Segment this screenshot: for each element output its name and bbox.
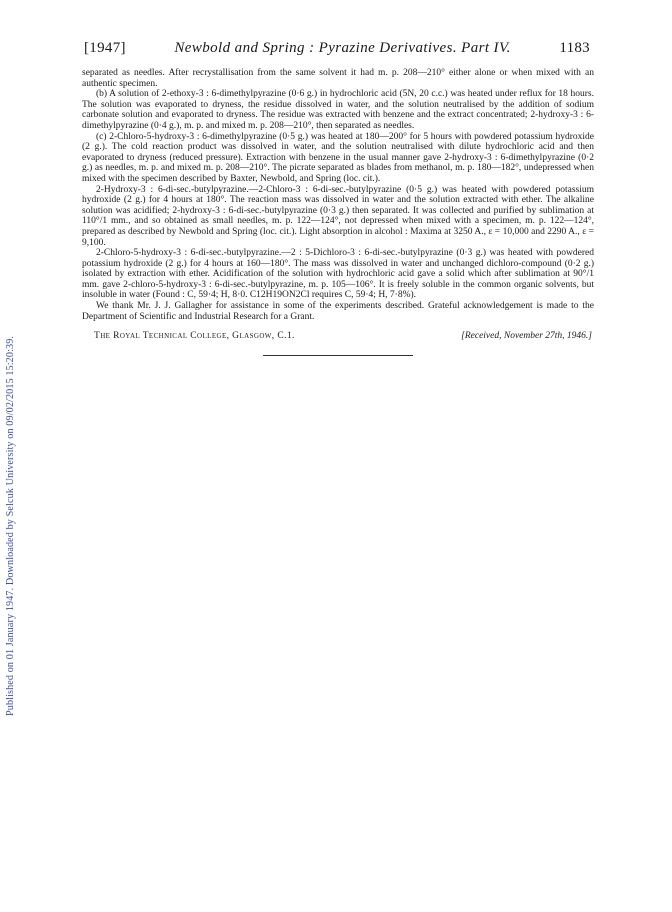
paragraph-method-b: (b) A solution of 2-ethoxy-3 : 6-dimethylpyrazine (0·6 g.) in hydrochloric acid (5N, 20 c.c.) was heated under reflux for 18 hours. The solution was evaporated to dryness, the residue dissolved in water, and the solution neutralised by the addition of sodium carbonate solution and evaporated to dryness. The residue was extracted with benzene and the extract concentrated; 2-hydroxy-3 : 6-dimethylpyrazine (0·4 g.), m. p. and mixed m. p. 208—210°, then separated as needles. — [82, 89, 594, 131]
paragraph-chloro-hydroxy-di-sec-butylpyrazine: 2-Chloro-5-hydroxy-3 : 6-di-sec.-butylpyrazine.—2 : 5-Dichloro-3 : 6-di-sec.-butylpyrazine (0·3 g.) was heated with powdered potassium hydroxide (2 g.) for 4 hours at 160—180°. The mass was dissolved in water and unchanged dichloro-compound (0·2 g.) isolated by extraction with ether. Acidification of the solution with hydrochloric acid gave a solid which after sublimation at 90°/1 mm. gave 2-chloro-5-hydroxy-3 : 6-di-sec.-butylpyrazine, m. p. 105—106°. It is freely soluble in the common organic solvents, but insoluble in water (Found : C, 59·4; H, 8·0. C12H19ON2Cl requires C, 59·4; H, 7·8%). — [82, 248, 594, 301]
paragraph-hydroxy-di-sec-butylpyrazine: 2-Hydroxy-3 : 6-di-sec.-butylpyrazine.—2-Chloro-3 : 6-di-sec.-butylpyrazine (0·5 g.) was heated with powdered potassium hydroxide (2 g.) for 4 hours at 180°. The reaction mass was dissolved in water and the solution extracted with ether. The alkaline solution was acidified; 2-hydroxy-3 : 6-di-sec.-butylpyrazine (0·3 g.) then separated. It was collected and purified by sublimation at 110°/1 mm., and so obtained as small needles, m. p. 122—124°, not depressed when mixed with a specimen, m. p. 122—124°, prepared as described by Newbold and Spring (loc. cit.). Light absorption in alcohol : Maxima at 3250 A., ε = 10,000 and 2290 A., ε = 9,100. — [82, 184, 594, 248]
header-page-number: 1183 — [559, 40, 590, 56]
acknowledgement: We thank Mr. J. J. Gallagher for assistance in some of the experiments described. Grateful acknowledgement is made to the Department of Scientific and Industrial Research for a Grant. — [82, 301, 594, 322]
article-body — [82, 68, 594, 322]
end-rule — [263, 355, 413, 356]
header-year: [1947] — [84, 40, 126, 56]
paragraph-continuation: separated as needles. After recrystallisation from the same solvent it had m. p. 208—210° either alone or when mixed with an authentic specimen. — [82, 68, 594, 89]
download-notice-text: Published on 01 January 1947. Downloaded by Selcuk University on 09/02/2015 15:20:39. — [5, 335, 16, 716]
article-footer — [82, 331, 594, 341]
article-page — [82, 40, 594, 356]
paragraph-method-c: (c) 2-Chloro-5-hydroxy-3 : 6-dimethylpyrazine (0·5 g.) was heated at 180—200° for 5 hours with powdered potassium hydroxide (2 g.). The cold reaction product was dissolved in water, and the solution neutralised with dilute hydrochloric acid and then evaporated to dryness (reduced pressure). Extraction with benzene in the usual manner gave 2-hydroxy-3 : 6-dimethylpyrazine (0·2 g.) as needles, m. p. and mixed m. p. 208—210°. The picrate separated as blades from methanol, m. p. 180—182°, undepressed when mixed with the specimen described by Baxter, Newbold, and Spring (loc. cit.). — [82, 131, 594, 184]
download-notice-sidebar — [0, 0, 22, 912]
header-title: Newbold and Spring : Pyrazine Derivatives. Part IV. — [174, 40, 511, 56]
institution-address: The Royal Technical College, Glasgow, C.1. — [94, 331, 295, 342]
received-date: [Received, November 27th, 1946.] — [461, 331, 592, 342]
running-header — [82, 40, 594, 57]
